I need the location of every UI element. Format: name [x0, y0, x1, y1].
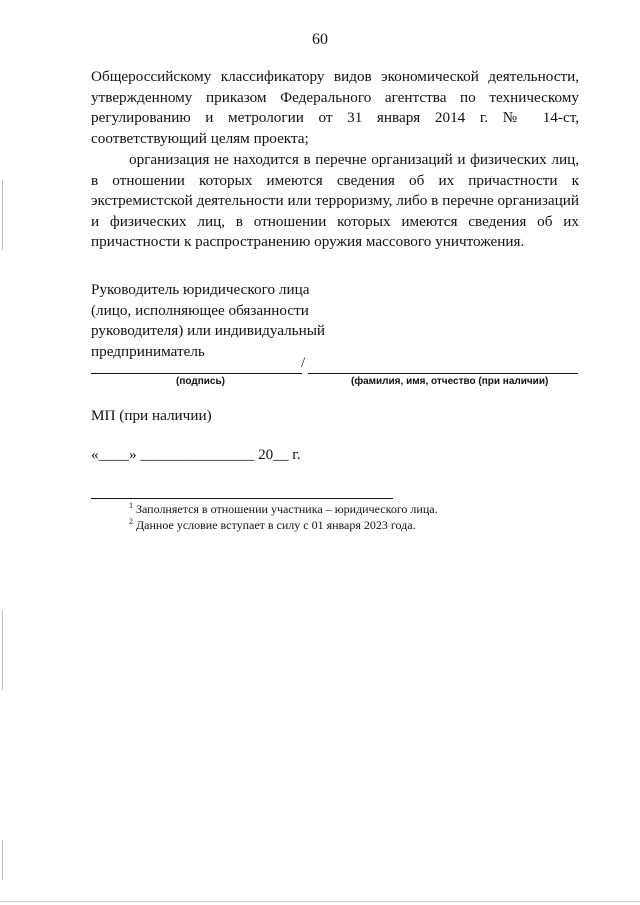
body-paragraph-2: организация не находится в перечне организаций и физических лиц, в отношении которых имеются сведения об их причастности к экстремистской деятельности или терроризму, либо в перечне организаций и физических лиц, в отношении которых имеются сведения об их причастности к распространению оружия массового уничтожения.	[91, 151, 579, 251]
signatory-title-line: (лицо, исполняющее обязанности	[91, 301, 309, 319]
signature-line	[91, 373, 302, 374]
signatory-title	[91, 280, 325, 362]
footnote-mark: 2	[129, 517, 133, 526]
footnote-1	[129, 501, 438, 517]
footnote-divider	[91, 498, 393, 499]
date-line: «____» _______________ 20__ г.	[91, 446, 301, 463]
signatory-title-line: руководителя) или индивидуальный	[91, 322, 326, 340]
signature-caption: (подпись)	[176, 376, 225, 387]
footnote-2	[129, 517, 416, 533]
scan-edge-mark	[2, 610, 3, 690]
signature-separator: /	[301, 355, 306, 371]
page-number: 60	[312, 31, 328, 48]
footnote-text: Данное условие вступает в силу с 01 января 2023 года.	[136, 518, 416, 532]
stamp-placeholder: МП (при наличии)	[91, 407, 212, 424]
footnote-text: Заполняется в отношении участника – юридического лица.	[136, 502, 438, 516]
signatory-title-line: Руководитель юридического лица	[91, 281, 310, 298]
footnote-mark: 1	[129, 501, 133, 510]
name-caption: (фамилия, имя, отчество (при наличии)	[351, 376, 549, 387]
scan-edge-mark	[2, 180, 3, 250]
name-line	[308, 373, 578, 374]
scan-edge-mark	[2, 840, 3, 880]
scan-bottom-edge	[0, 901, 640, 902]
body-paragraph-1: Общероссийскому классификатору видов экономической деятельности, утвержденному приказом Федерального агентства по техническому регулированию и метрологии от 31 января 2014 г. № 14-ст, соответствующий целям проекта;	[91, 68, 579, 147]
signatory-title-line: предприниматель	[91, 342, 205, 360]
